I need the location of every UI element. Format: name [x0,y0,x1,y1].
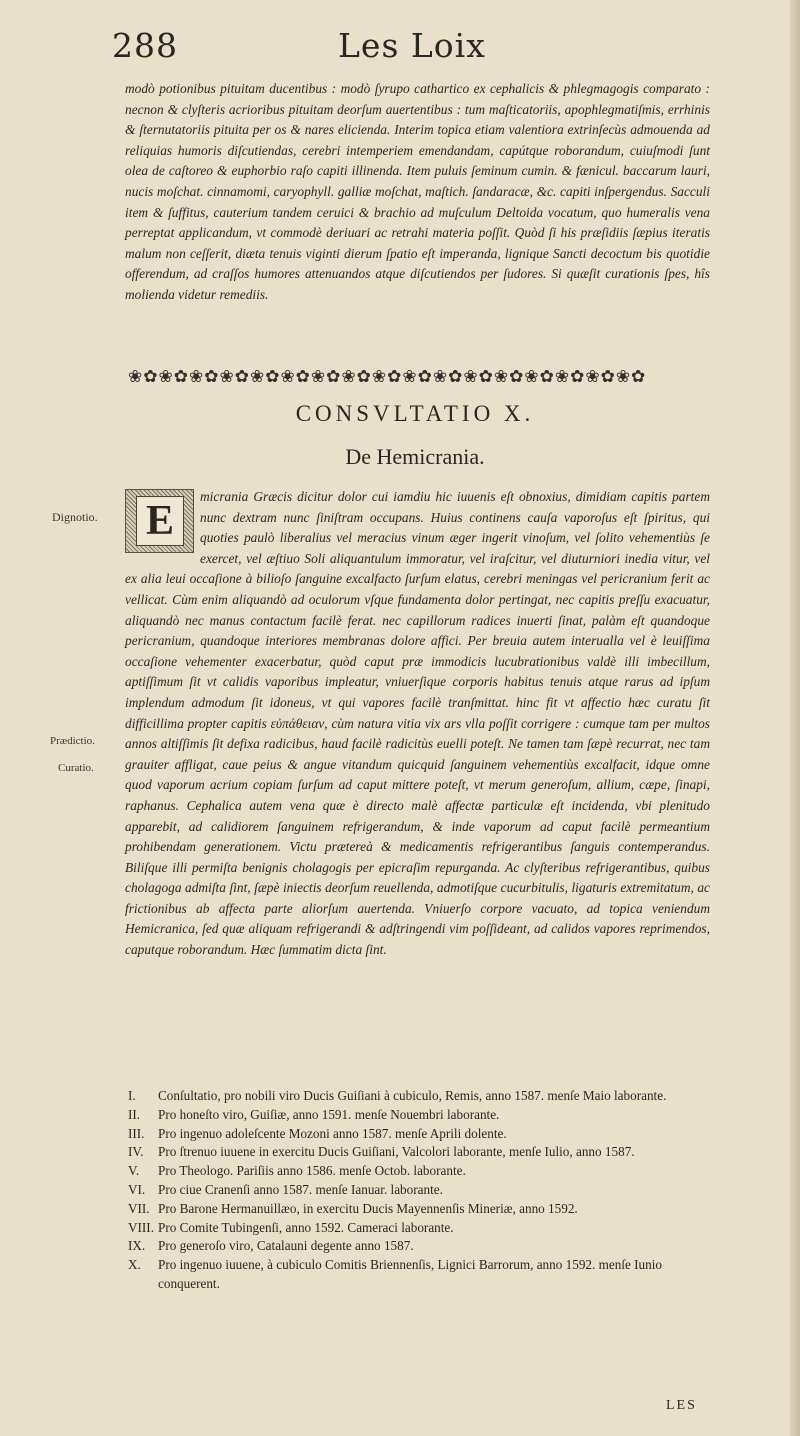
case-number: I. [128,1088,136,1103]
case-item [126,1125,716,1144]
case-number: V. [128,1163,140,1179]
case-text: Pro honeſto viro, Guiſiæ, anno 1591. menſe Nouembri laborante. [158,1106,500,1122]
margin-note-praedictio: Prædictio. [50,735,95,747]
case-item [126,1162,716,1181]
case-text: Pro ingenuo iuuene, à cubiculo Comitis Briennenſis, Lignici Barrorum, anno 1592. menſe Iunio conquerent. [158,1257,662,1291]
case-number: VI. [128,1181,146,1197]
dropcap-letter: E [136,496,184,546]
running-title: Les Loix [338,26,486,65]
page-header [0,26,800,76]
case-item [126,1087,716,1106]
case-text: Pro Barone Hermanuillæo, in exercitu Ducis Mayennenſis Mineriæ, anno 1592. [158,1200,578,1216]
paragraph-hemicrania [125,487,710,961]
case-text: Pro Theologo. Pariſiis anno 1586. menſe Octob. laborante. [158,1163,466,1179]
ornament-band: ❀✿❀✿❀✿❀✿❀✿❀✿❀✿❀✿❀✿❀✿❀✿❀✿❀✿❀✿❀✿❀✿❀✿ [128,367,647,387]
case-item [126,1143,716,1162]
case-list [126,1087,716,1294]
case-text: Pro ingenuo adoleſcente Mozoni anno 1587. menſe Aprili dolente. [158,1125,507,1141]
page-number: 288 [112,26,178,65]
case-item [126,1256,716,1294]
case-number: X. [128,1257,141,1273]
paragraph-hemicrania-text: micrania Græcis dicitur dolor cui iamdiu hic iuuenis eſt obnoxius, dimidiam capitis partem nunc dextram nunc ſiniſtram occupans. Huius continens cauſa vaporoſus eſt ſpiritus, qui quoties paulò liberalius vel meracius vinum æger ingerit vinoſum, vel ſolito vehementiùs ſe exercet, vel æſtiuo Soli aliquantulum immoratur, vel iraſcitur, vel diuturniori inedia vitur, vel ex alia leui occaſione à bilioſo ſanguine excalfacto ſurſum elatus, cerebri meningas vel pericranium ferit ac vellicat. Cùm enim aliquandò ad oculorum vſque fundamenta dolor pertingat, nec capitis preſſu exacuatur, aliquandò nec manus contactum facilè ferat. nec capillorum radices inuerti ſinat, palàm eſt quandoque pericranium, quandoque interiores membranas dolore affici. Per breuia autem interualla vel è leuiſſima occaſione vehementer exacerbatur, quòd caput præ immodicis lucubrationibus valdè illi imbecillum, aptiſſimum ſit vt calidis vaporibus impleatur, vniuerſique corporis habitus tenuis atque rarus ad ipſum implendum admodum ſit idoneus, vt qui vapores facilè tranſmittat. hinc fit vt affectio hæc curatu ſit difficillima propter capitis εὐπάθειαν, cùm natura vitia vix ars vlla poſſit corrigere : cumque tam per multos annos altiſſimis ſit defixa radicibus, haud facilè radicitùs euelli poteſt. Ne tamen tam ſæpè recurrat, nec tam grauiter affligat, caue peius & angue vitandum quicquid ſanguinem vehementiùs excalfacit, idque omne quod vaporum acrium copiam ſurſum ad caput mittere poteſt, vt merum generoſum, allium, cæpe, ſinapi, raphanus. Cephalica autem vena quæ è directo malè affectæ particulæ eſt incidenda, vbi plenitudo apparebit, ad calidiorem ſanguinem refrigerandum, & inde vaporum ad caput facilè permeantium prohibendam generationem. Victu prætereà & medicamentis refrigerantibus ſanguis contemperandus. Biliſque illi permiſta benignis cholagogis per epicraſim repurganda. Ac clyſteribus refrigerantibus, quibus cholagoga admiſta ſint, ſæpè iniectis deorſum reuellenda, admotiſque cucurbitulis, ligaturis extremitatum, ac frictionibus ab affecta parte aliorſum auertenda. Vniuerſo corpore vacuato, ad topica veniendum Hemicranica, ſed quæ aliquam refrigerandi & adſtringendi vim poſſideant, ad calidos vapores reprimendos, caputque roborandum. Hæc ſummatim dicta ſint. [125,489,710,958]
case-text: Conſultatio, pro nobili viro Ducis Guiſiani à cubiculo, Remis, anno 1587. menſe Maio laborante. [158,1088,667,1103]
case-text: Pro generoſo viro, Catalauni degente anno 1587. [158,1238,414,1254]
consultation-title: CONSVLTATIO X. [295,401,535,426]
case-item [126,1219,716,1238]
page-edge [790,0,800,1436]
case-item [126,1181,716,1200]
case-text: Pro Comite Tubingenſi, anno 1592. Cameraci laborante. [158,1219,454,1235]
paragraph-continued: modò potionibus pituitam ducentibus : modò ſyrupo cathartico ex cephalicis & phlegmagogis comparato : necnon & clyſteris acrioribus pituitam deorſum auertentibus : tum maſticatoriis, apophlegmatiſmis, errhinis & ſternutatoriis pituita per os & nares elicienda. Interim topica etiam valentiora extrinſecùs admouenda ad reliquias humoris diſcutiendas, cerebri intemperiem emendandam, capútque roborandum, cuiuſmodi ſunt olea de caſtoreo & euphorbio raſo capiti illinenda. Item puluis ſeminum cumin. & fænicul. baccarum lauri, nucis moſchat. cinnamomi, caryophyll. galliæ moſchat, maſtich. ſandaracæ, &c. capiti inſpergendus. Sacculi item & ſuffitus, cauterium tandem ceruici & brachio ad muſculum Deltoida vocatum, quo humeralis vena perreptat applicandum, vt commodè deriuari ac retrahi materia poſſit. Quòd ſi his præſidiis ſæpius iteratis malum non ceſſerit, diæta tenuis viginti dierum ſpatio eſt imperanda, lignique Sancti decoctum bis quotidie offerendum, ad craſſos humores attenuandos atque diſcutiendos per ſudores. Si quæſit curationis ſpes, hîs molienda videtur remediis. [125,81,710,302]
case-number: IX. [128,1238,146,1254]
catchword: LES [666,1398,697,1413]
case-number: VII. [128,1200,150,1216]
case-number: III. [128,1125,145,1141]
case-item [126,1106,716,1125]
case-number: IV. [128,1144,144,1160]
margin-note-curatio: Curatio. [58,762,94,774]
case-text: Pro ciue Cranenſi anno 1587. menſe Ianuar. laborante. [158,1181,443,1197]
dropcap-ornament [125,489,194,553]
margin-note-dignotio: Dignotio. [52,510,98,524]
case-number: II. [128,1106,141,1122]
case-item [126,1200,716,1219]
case-item [126,1237,716,1256]
case-number: VIII. [128,1219,154,1235]
case-text: Pro ſtrenuo iuuene in exercitu Ducis Guiſiani, Valcolori laborante, menſe Iulio, anno 1587. [158,1144,635,1160]
consultation-subject: De Hemicrania. [345,444,485,469]
